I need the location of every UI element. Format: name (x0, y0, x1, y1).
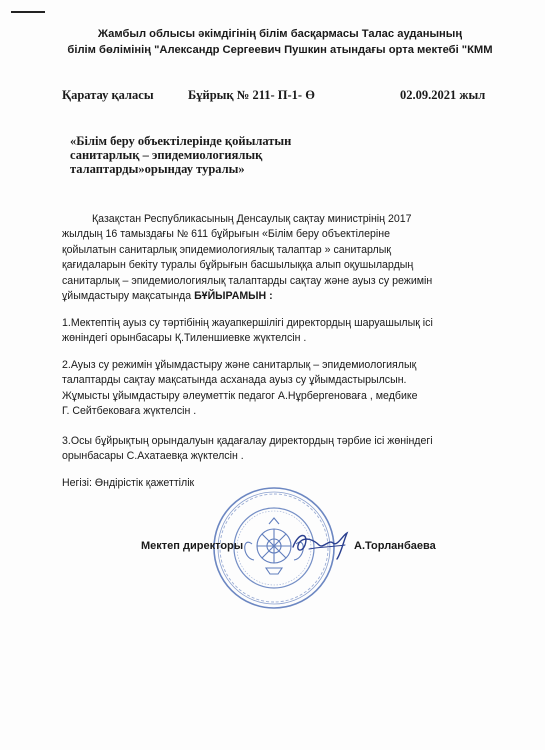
order-date: 02.09.2021 жыл (400, 88, 486, 102)
city: Қаратау қаласы (62, 88, 154, 102)
signatory-title: Мектеп директоры (141, 540, 244, 552)
intro-last-line (62, 289, 510, 304)
intro-line: қағидаларын бекіту туралы бұйрығын басшылыққа алып оқушылардың (62, 259, 414, 272)
point-2-line: талаптарды сақтау мақсатында асханада ауыз су ұйымдастырылсын. (62, 374, 407, 387)
header-line-2: білім бөлімінің "Александр Сергеевич Пушкин атындағы орта мектебі "КММ (67, 44, 493, 56)
signatory-name: А.Торланбаева (354, 540, 436, 552)
title-line: талаптарды»орындау туралы» (70, 162, 245, 176)
intro-line: Қазақстан Республикасының Денсаулық сақтау министрінің 2017 (92, 213, 412, 225)
basis-text: Негізі: Өндірістік қажеттілік (62, 477, 195, 489)
intro-line: санитарлық – эпидемиологиялық талаптарды сақтау және ауыз су режимін (62, 274, 433, 287)
point-2 (62, 358, 510, 420)
title-line: санитарлық – эпидемиологиялық (70, 148, 263, 162)
director-signature (285, 525, 360, 565)
institution-header (40, 26, 520, 58)
point-3-line: 3.Осы бұйрықтың орындалуын қадағалау директордың тәрбие ісі жөніндегі (62, 435, 433, 447)
point-1-line: жөніндегі орынбасары Қ.Тиленшиевке жүктелсін . (62, 332, 307, 345)
scan-corner-mark (11, 11, 45, 13)
order-number: Бұйрық № 211- П-1- Ө (188, 88, 315, 102)
order-title (70, 134, 310, 176)
point-2-line: Г. Сейтбековаға жүктелсін . (62, 405, 197, 418)
point-3-line: орынбасары С.Ахатаевқа жүктелсін . (62, 450, 244, 463)
intro-line: жылдың 16 тамыздағы № 611 бұйрығын «Білім беру объектілеріне (62, 228, 390, 241)
point-1-line: 1.Мектептің ауыз су тәртібінің жауапкершілігі директордың шаруашылық ісі (62, 317, 433, 329)
point-2-line: Жұмысты ұйымдастыру әлеуметтік педагог А.Нұрбергеноваға , медбике (62, 389, 418, 402)
title-line: «Білім беру объектілерінде қойылатын (70, 134, 292, 148)
point-2-line: 2.Ауыз су режимін ұйымдастыру және санитарлық – эпидемиологиялық (62, 359, 417, 371)
order-meta-row (62, 88, 502, 106)
order-keyword: БҰЙЫРАМЫН : (194, 290, 273, 303)
intro-line: қойылатын санитарлық эпидемиологиялық талаптар » санитарлық (62, 243, 391, 256)
intro-paragraph (62, 212, 510, 304)
header-line-1: Жамбыл облысы әкімдігінің білім басқармасы Талас ауданының (97, 28, 463, 40)
point-3 (62, 434, 510, 465)
intro-last-prefix: ұйымдастыру мақсатында (62, 290, 195, 303)
point-1 (62, 316, 510, 347)
